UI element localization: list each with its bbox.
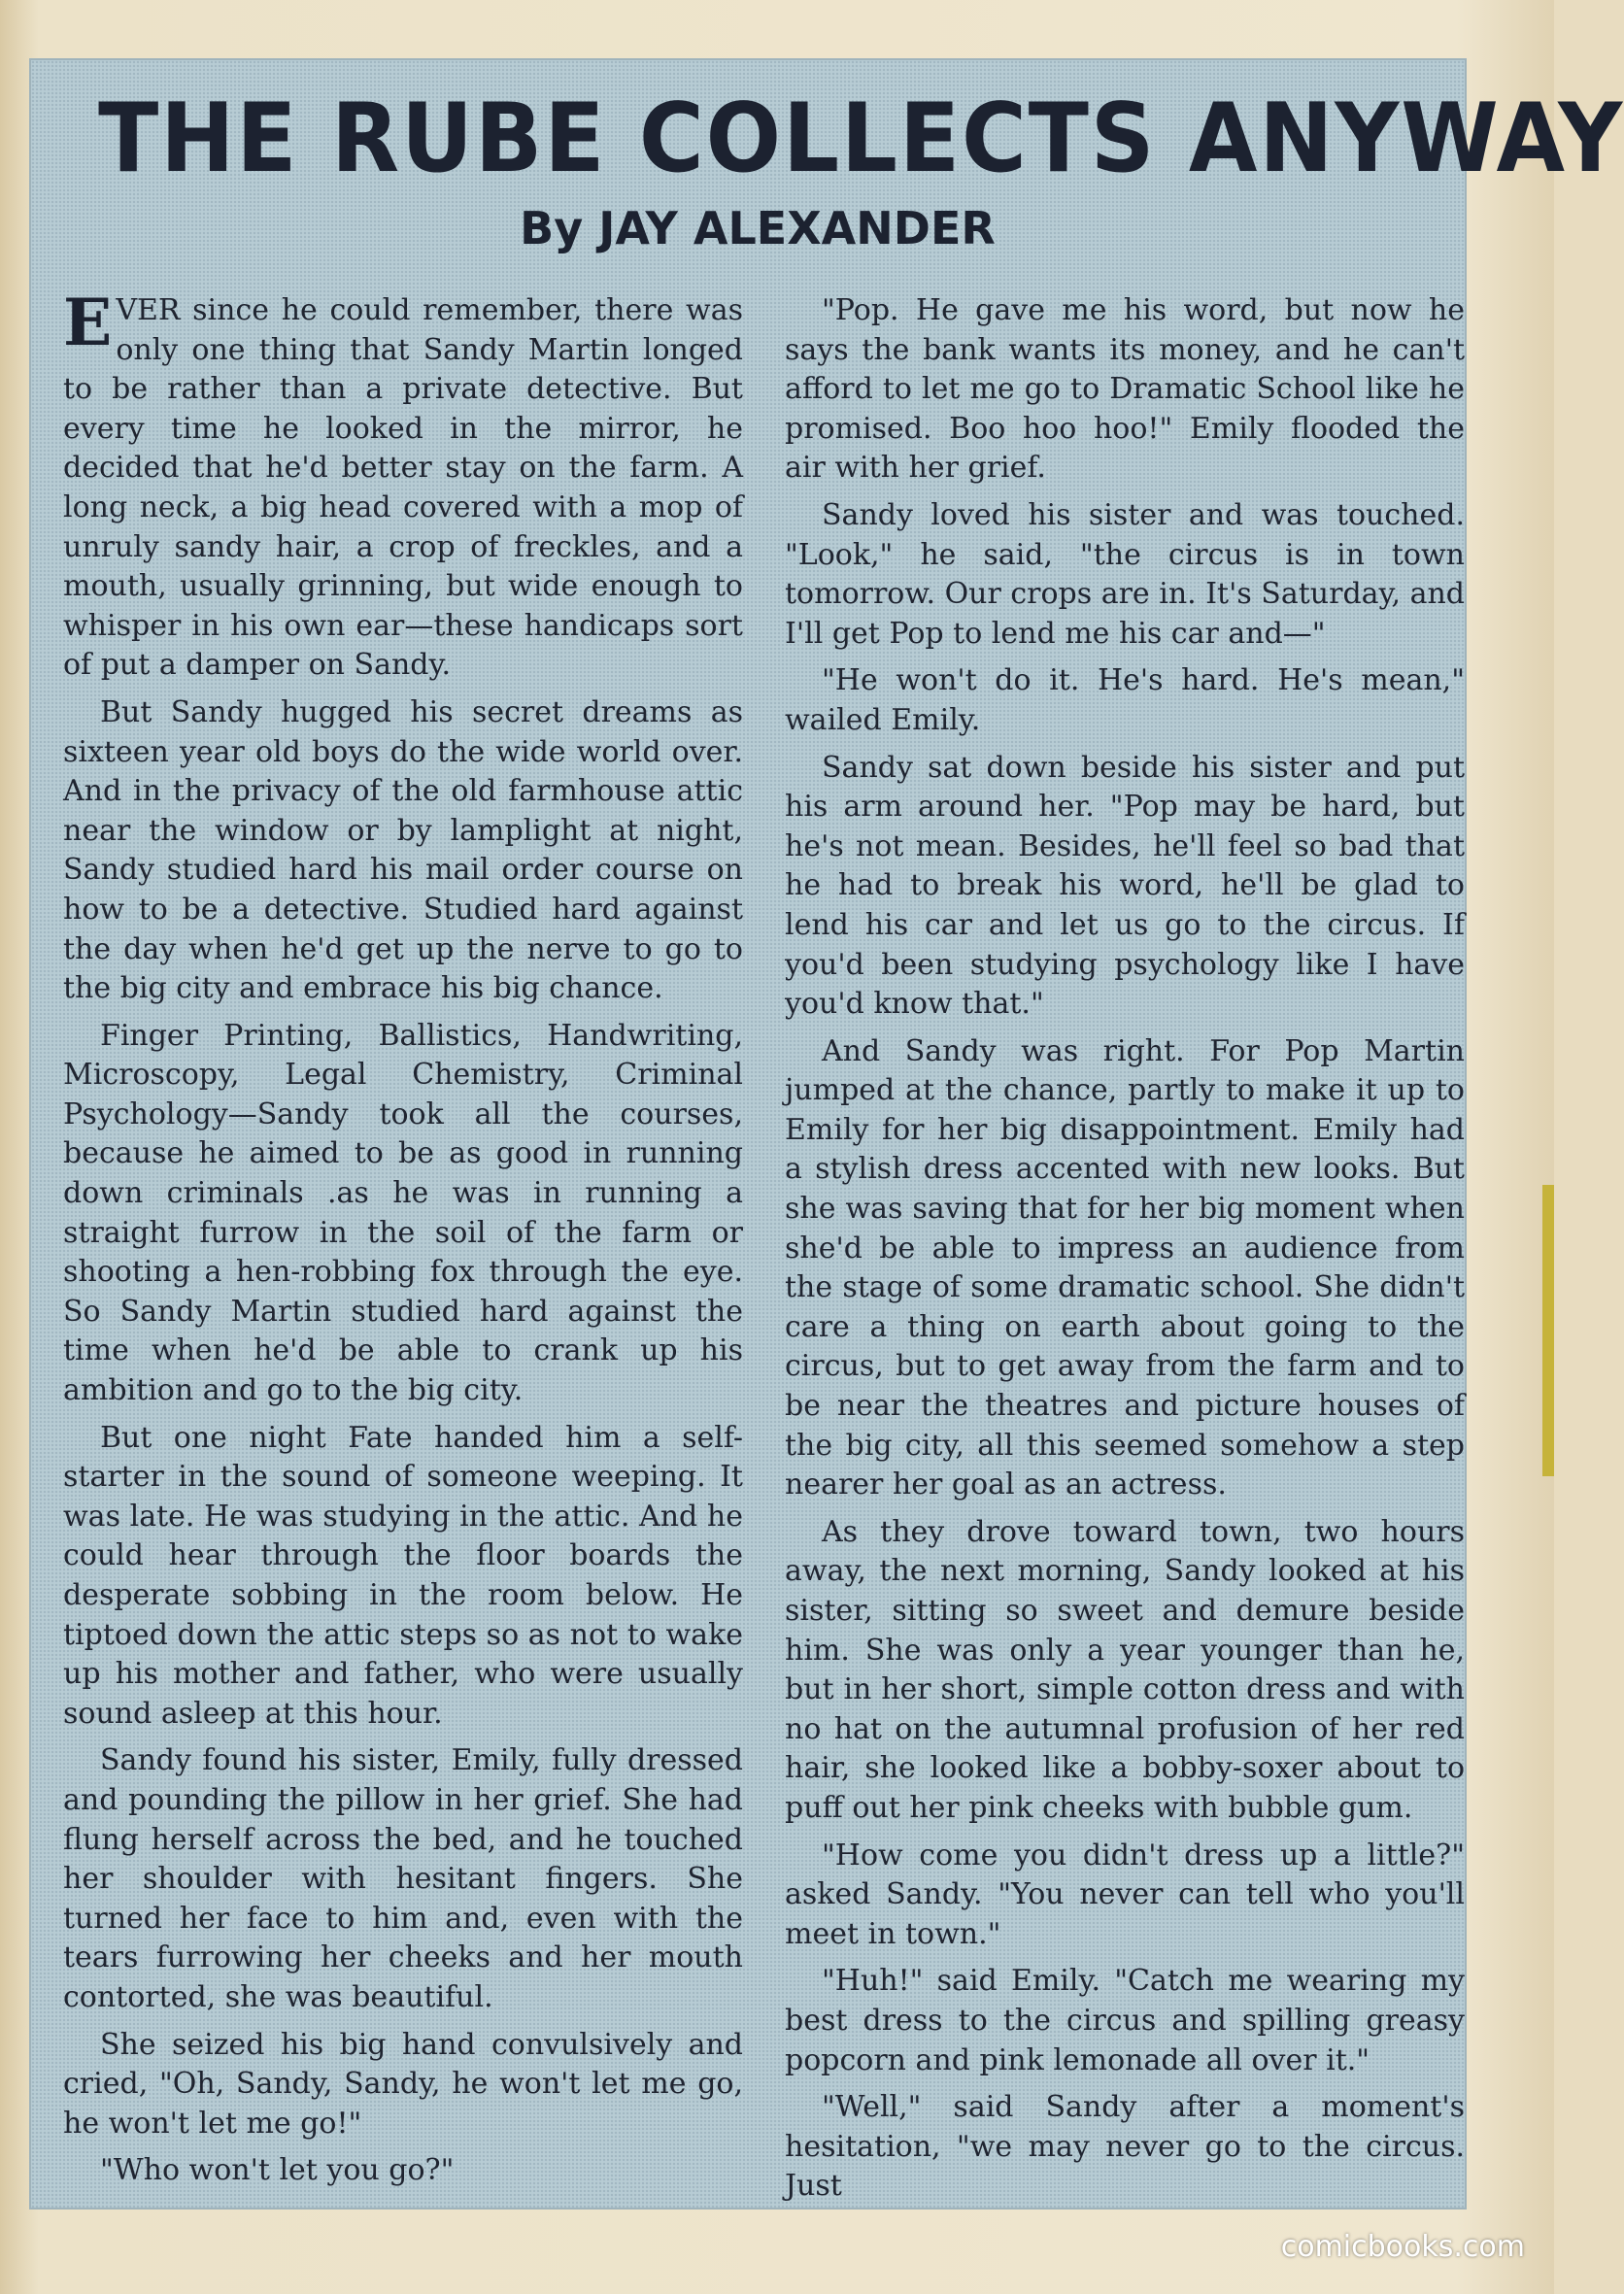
paragraph: Finger Printing, Ballistics, Handwriting, Microscopy, Legal Chemistry, Criminal Psychology—Sandy took all the courses, because he aimed to be as good in running down criminals .as he was in running a straight furrow in the soil of the farm or shooting a hen-robbing fox through the eye. So Sandy Martin studied hard against the time when he'd be able to crank up his ambition and go to the big city. (63, 1018, 743, 1408)
paragraph-text: VER since he could remember, there was only one thing that Sandy Martin longed to be rather than a private detective. But every time he looked in the mirror, he decided that he'd better stay on the farm. A long neck, a big head covered with a mop of unruly sandy hair, a crop of freckles, and a mouth, usually grinning, but wide enough to whisper in his own ear—these handicaps sort of put a damper on Sandy. (63, 293, 743, 683)
paragraph: "He won't do it. He's hard. He's mean," wailed Emily. (785, 663, 1465, 737)
paragraph: "Who won't let you go?" (100, 2153, 455, 2188)
drop-cap: E (63, 285, 113, 360)
paragraph: And Sandy was right. For Pop Martin jumped at the chance, partly to make it up to Emily for her big disappointment. Emily had a stylish dress accented with new looks. But she was saving that for her big moment when she'd be able to impress an audience from the stage of some dramatic school. She didn't care a thing on earth about going to the circus, but to get away from the farm and to be near the theatres and picture houses of the big city, all this seemed somehow a step nearer her goal as an actress. (785, 1033, 1465, 1502)
paragraph: As they drove toward town, two hours away, the next morning, Sandy looked at his sister, sitting so sweet and demure beside him. She was only a year younger than he, but in her short, simple cotton dress and with no hat on the autumnal profusion of her red hair, she looked like a bobby-soxer about to puff out her pink cheeks with bubble gum. (785, 1514, 1465, 1825)
paragraph: Sandy found his sister, Emily, fully dressed and pounding the pillow in her grief. She had flung herself across the bed, and he touched her shoulder with hesitant fingers. She turned her face to him and, even with the tears furrowing her cheeks and her mouth contorted, she was beautiful. (63, 1743, 743, 2014)
paragraph: "Pop. He gave me his word, but now he says the bank wants its money, and he can't afford to let me go to Dramatic School like he promised. Boo hoo hoo!" Emily flooded the air with her grief. (785, 293, 1465, 486)
page-edge-tab (1542, 1185, 1554, 1476)
paragraph: Sandy sat down beside his sister and put his arm around her. "Pop may be hard, but he's not mean. Besides, he'll feel so bad that he had to break his word, he'll be glad to lend his car and let us go to the circus. If you'd been studying psychology like I have you'd know that." (785, 750, 1465, 1022)
paragraph: She seized his big hand convulsively and cried, "Oh, Sandy, Sandy, he won't let me go, he won't let me go!" (63, 2027, 743, 2141)
paragraph: "Well," said Sandy after a moment's hesitation, "we may never go to the circus. Just (785, 2090, 1465, 2204)
article-title: THE RUBE COLLECTS ANYWAY (98, 84, 1624, 194)
article-byline: By JAY ALEXANDER (520, 202, 996, 254)
paragraph: "How come you didn't dress up a little?" asked Sandy. "You never can tell who you'll meet in town." (785, 1838, 1465, 1951)
paragraph: "Huh!" said Emily. "Catch me wearing my best dress to the circus and spilling greasy popcorn and pink lemonade all over it." (785, 1964, 1465, 2077)
paragraph: Sandy loved his sister and was touched. "Look," he said, "the circus is in town tomorrow. Our crops are in. It's Saturday, and I'll get Pop to lend me his car and—" (785, 497, 1465, 651)
left-column (63, 285, 743, 2188)
paragraph: But one night Fate handed him a self-starter in the sound of someone weeping. It was late. He was studying in the attic. And he could hear through the floor boards the desperate sobbing in the room below. He tiptoed down the attic steps so as not to wake up his mother and father, who were usually sound asleep at this hour. (63, 1420, 743, 1731)
site-watermark: comicbooks.com (1280, 2230, 1525, 2264)
right-column (785, 291, 1465, 2204)
paragraph (63, 285, 743, 686)
paragraph: But Sandy hugged his secret dreams as sixteen year old boys do the wide world over. And in the privacy of the old farmhouse attic near the window or by lamplight at night, Sandy studied hard his mail order course on how to be a detective. Studied hard against the day when he'd get up the nerve to go to the big city and embrace his big chance. (63, 694, 743, 1006)
